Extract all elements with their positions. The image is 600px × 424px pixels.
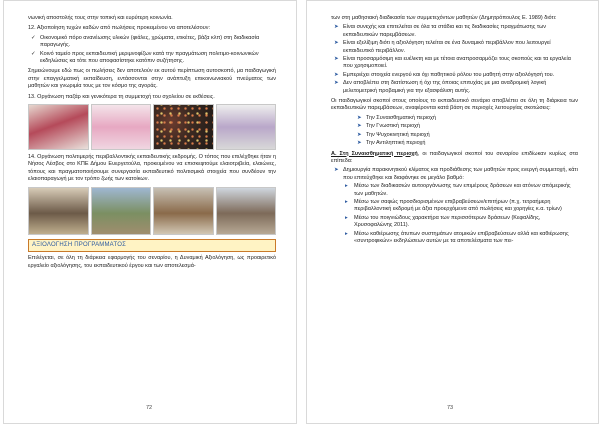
area-item bbox=[357, 123, 578, 130]
evaluation-point-text: Είναι εξελίξιμη διότι η αξιολόγηση τελείται σε ένα δυναμικό περιβάλλον που λειτουργεί εκπαιδευτικό περιβάλλον. bbox=[343, 40, 551, 54]
arrow-right-icon: ➤ bbox=[334, 40, 339, 47]
evaluation-closing-text: Επιλέγεται, σε όλη τη διάρκεια εφαρμογής του σεναρίου, η Δυναμική Αξιολόγηση, ως προαιρετικό εργαλείο αξιολόγησης, του εκπαιδευτικού έργου και των αποτελεσμά- bbox=[28, 255, 276, 269]
area-item-text: Την Γνωστική περιοχή bbox=[366, 123, 420, 130]
arrow-right-icon: ➤ bbox=[357, 114, 362, 121]
right-page bbox=[306, 0, 599, 424]
method-paragraph: Οι παιδαγωγικοί σκοποί στους οποίους το εκπαιδευτικό σενάριο αποβλέπει σε όλη τη διάρκεια των εκπαιδευτικών παρεμβάσεων, αναφέρονται κατά βάση σε περιοχές λειτουργίας σκοτώσεις: bbox=[331, 98, 578, 112]
section-a-subpoint bbox=[345, 183, 578, 198]
item12-bullet bbox=[31, 51, 276, 66]
arrow-right-icon: ▸ bbox=[345, 198, 348, 205]
photo-bazaar-1 bbox=[28, 104, 89, 150]
evaluation-point-text: Είναι συνεχής και επιτελείται σε όλα τα στάδια και τις διαδικασίες πραγμάτωσης των εκπαιδευτικών παρεμβάσεων. bbox=[343, 24, 547, 38]
evaluation-point bbox=[334, 24, 578, 39]
arrow-right-icon: ➤ bbox=[357, 123, 362, 130]
arrow-right-icon: ➤ bbox=[334, 167, 339, 174]
section-title-evaluation: ΑΞΙΟΛΟΓΗΣΗ ΠΡΟΓΡΑΜΜΑΤΟΣ bbox=[28, 239, 276, 252]
item12-note: Σημειώνουμε εδώ πως οι πωλήσεις δεν αποτελούν εκ αυτού περίπτωση αυτοσκοπό, μα παιδαγωγική στην επαγγελματική εκπαίδευση, εντάσσονται στην ανάπτυξη επικοινωνιακού πνεύματος των μαθητών και γνωριμία τους με τον κόσμο της αγοράς. bbox=[28, 68, 276, 90]
item12-bullet-text: Οικονομικό πόρο ανανέωσης υλικών (φιάλες, χρώματα, ετικέτες, βάζα κλπ) στη διαδικασία παραγωγής. bbox=[40, 34, 260, 49]
photo-row-bazaar bbox=[28, 104, 276, 150]
item-14: 14. Οργάνωση πολιτιμερής περιβαλλοντικής εκπαιδευτικής εκδρομής. Ο τόπος που επιλέχθηκε ήταν η Νήσος Λέσβος στο ΚΠΕ Δήμου Ευεργετούλα, προκειμένου να επισκεφτούμε ελαιοτριβεία, ελαιώνες, τόπους και πραγματοποιήσουμε συνεργασία εκπαιδευτικό πολιτισμικά στοιχεία που συνδέουν την ελαιοπαραγωγή με τον τρόπο ζωής των κατοίκων. bbox=[28, 154, 276, 183]
section-a-subpoint bbox=[345, 231, 578, 246]
photo-excursion-1 bbox=[28, 187, 89, 235]
evaluation-point bbox=[334, 72, 578, 79]
section-a-point bbox=[334, 167, 578, 182]
item-12: 12. Αξιοποίηση τυχών καδών από πωλήσεις προκειμένου να αποτελέσουν: bbox=[28, 25, 211, 32]
section-a-subpoint-text: Μέσω των σαφώς προσδιορισμένων επιβραβεύσεων/επιτήρων (π.χ. τετραήμερη περιβαλλοντική εκδρομή με άξια προερχόμενα από πωλήσεις και χορηγίες κ.α. τρίων) bbox=[354, 198, 562, 213]
section-a-paragraph bbox=[331, 151, 578, 166]
evaluation-point bbox=[334, 40, 578, 55]
evaluation-point-text: Εμπεριέχει στοιχεία ενεργού και όχι παθητικού ρόλου του μαθητή στην αξιολόγησή του. bbox=[343, 71, 555, 78]
section-a-text: , οι παιδαγωγικοί σκοποί του σεναρίου επιδίωκαν κυρίως στα επίπεδα: bbox=[331, 150, 578, 164]
photo-row-excursion bbox=[28, 187, 276, 235]
arrow-right-icon: ➤ bbox=[334, 24, 339, 31]
arrow-right-icon: ➤ bbox=[334, 56, 339, 63]
right-intro: των στη μαθησιακή διαδικασία των συμμετεχόντων μαθητών (Δημητρόπουλος Ε. 1989) διότι: bbox=[331, 15, 557, 21]
photo-bazaar-2 bbox=[91, 104, 152, 150]
item12-bullet bbox=[31, 35, 276, 50]
item12-bullet-text: Κοινό ταμείο προς εκπαιδευτική μεριμνοφίζων κατά την πραγμάτωση πολιτιμο-κοινωνικών εκδηλώσεις κα τότε που αποφασίστηκε κατόπιν συζήτησης. bbox=[40, 50, 259, 65]
photo-bazaar-3 bbox=[153, 104, 214, 150]
check-icon: ✓ bbox=[31, 34, 36, 41]
photo-bazaar-4 bbox=[216, 104, 277, 150]
right-page-content bbox=[331, 15, 578, 246]
photo-excursion-2 bbox=[91, 187, 152, 235]
page-number-left: 72 bbox=[146, 405, 153, 411]
section-a-subpoint bbox=[345, 199, 578, 214]
page-number-right: 73 bbox=[447, 405, 454, 411]
photo-excursion-3 bbox=[153, 187, 214, 235]
left-intro-line: νωνική αποστολής τους στην τοπική και ευρύτερη κοινωνία. bbox=[28, 15, 173, 21]
area-item-text: Την Συναισθηματική περιοχή bbox=[366, 114, 436, 121]
section-a-subpoint-text: Μέσω των διαδικασιών αυτοοργάνωσης των επιμέρους δράσεων και ατόνων απόμερικής των μαθητών. bbox=[354, 183, 571, 197]
check-icon: ✓ bbox=[31, 50, 36, 57]
arrow-right-icon: ➤ bbox=[334, 80, 339, 87]
arrow-right-icon: ▸ bbox=[345, 230, 348, 237]
arrow-right-icon: ➤ bbox=[334, 71, 339, 78]
photo-excursion-4 bbox=[216, 187, 277, 235]
evaluation-point bbox=[334, 56, 578, 71]
section-a-subpoint-text: Μέσω του ποιγνιώδους χαρακτήρα των περισσότερων δράσεων (Κεφαλίδης, Χρυσοφαλώνης 2011). bbox=[354, 214, 541, 229]
arrow-right-icon: ➤ bbox=[357, 140, 362, 147]
arrow-right-icon: ▸ bbox=[345, 183, 348, 190]
area-item-text: Την Αντιληπτική περιοχή bbox=[366, 140, 426, 147]
evaluation-point-text: Δεν αποβλέπει στη διατίστωση ή όχι της όποιας επιτυχίας με μια αναδρομική λογική μελετομετρική προβαμική για την εξασφάλιση αυτής. bbox=[343, 80, 547, 94]
left-page bbox=[3, 0, 297, 424]
section-a-subpoint-text: Μέσω καθιέρωσης άτυπων συστημάτων ατομικών επιβραβεύσεων αλλά και καθιέρωσης «συντροφικών» εκδηλώσεων αυτών με τα αποτελέσματα των πει- bbox=[354, 230, 569, 244]
area-item bbox=[357, 140, 578, 147]
area-item bbox=[357, 132, 578, 139]
evaluation-point-text: Είναι προσαρμόσιμη και ευέλικτη και με τέτοια αναπροσαρμόζει τους σκοπούς και τα εργαλεία που χρησιμοποιεί. bbox=[343, 56, 571, 70]
section-a-subpoint bbox=[345, 215, 578, 230]
arrow-right-icon: ➤ bbox=[357, 131, 362, 138]
evaluation-point bbox=[334, 80, 578, 95]
item-13: 13. Οργάνωση παζάρ και γενικότερα τη συμμετοχή του σχολείου σε εκθέσεις. bbox=[28, 93, 215, 100]
arrow-right-icon: ▸ bbox=[345, 214, 348, 221]
section-a-point-text: Δημιουργία παρακινητικού κλίματος και προδιάθεσης των μαθητών προς ενεργή συμμετοχή, κάτι που επιτεύχθηκε και διαφάνηκε σε μεγάλο βαθμό: bbox=[343, 167, 578, 181]
section-a-label: Α. Στη Συναισθηματική περιοχή bbox=[331, 150, 418, 157]
area-item-text: Την Ψυχοκινητική περιοχή bbox=[366, 131, 430, 138]
left-page-content bbox=[28, 15, 276, 272]
area-item bbox=[357, 115, 578, 122]
